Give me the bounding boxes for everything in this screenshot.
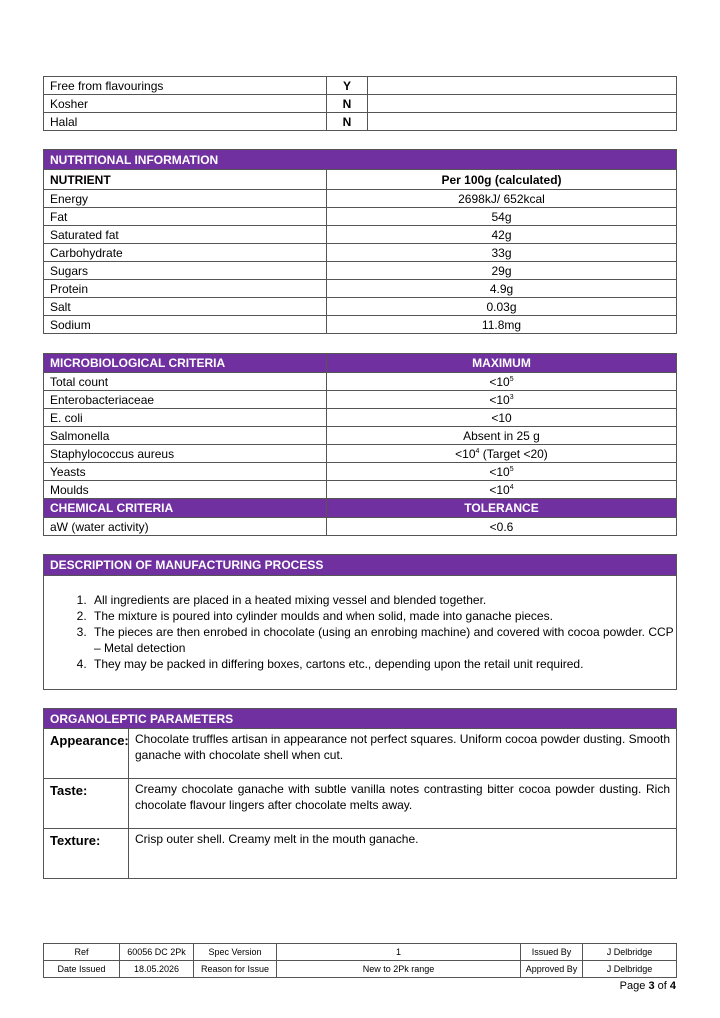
micro-row bbox=[44, 445, 677, 463]
flag-notes bbox=[368, 77, 677, 95]
nutrient-value: 2698kJ/ 652kcal bbox=[327, 190, 677, 208]
footer-cell: 60056 DC 2Pk bbox=[120, 944, 194, 961]
micro-name: E. coli bbox=[44, 409, 327, 427]
footer-cell: Issued By bbox=[521, 944, 583, 961]
nutrient-value: 11.8mg bbox=[327, 316, 677, 334]
organoleptic-text: Chocolate truffles artisan in appearance not perfect squares. Uniform cocoa powder dusting. Smooth ganache with chocolate shell when cut. bbox=[129, 729, 677, 779]
process-step: 4. They may be packed in differing boxes, cartons etc., depending upon the retail unit required. bbox=[90, 656, 676, 672]
micro-row bbox=[44, 391, 677, 409]
micro-row bbox=[44, 481, 677, 499]
micro-maximum-exponent: 5 bbox=[509, 465, 514, 473]
flag-label: Kosher bbox=[44, 95, 327, 113]
micro-maximum-base: <10 bbox=[455, 446, 476, 461]
micro-maximum bbox=[327, 481, 677, 499]
micro-maximum-exponent: 4 bbox=[509, 483, 514, 491]
flag-row bbox=[44, 77, 677, 95]
nutrient-value: 54g bbox=[327, 208, 677, 226]
micro-title: MICROBIOLOGICAL CRITERIA bbox=[44, 354, 327, 373]
footer-row bbox=[44, 961, 677, 978]
nutrient-row bbox=[44, 262, 677, 280]
nutrient-row bbox=[44, 226, 677, 244]
per100-column-header: Per 100g (calculated) bbox=[327, 170, 677, 190]
nutrient-value: 29g bbox=[327, 262, 677, 280]
micro-maximum bbox=[327, 409, 677, 427]
micro-name: Salmonella bbox=[44, 427, 327, 445]
process-steps bbox=[44, 592, 676, 672]
document-footer-table bbox=[43, 943, 677, 978]
organoleptic-label: Appearance: bbox=[44, 729, 129, 779]
process-step: 1. All ingredients are placed in a heated mixing vessel and blended together. bbox=[90, 592, 676, 608]
chemical-name: aW (water activity) bbox=[44, 518, 327, 536]
flag-value: Y bbox=[327, 77, 368, 95]
footer-cell: Date Issued bbox=[44, 961, 120, 978]
nutrient-value: 0.03g bbox=[327, 298, 677, 316]
micro-name: Total count bbox=[44, 373, 327, 391]
flag-value: N bbox=[327, 95, 368, 113]
footer-cell: Reason for Issue bbox=[194, 961, 277, 978]
micro-name: Staphylococcus aureus bbox=[44, 445, 327, 463]
chemical-row bbox=[44, 518, 677, 536]
micro-maximum-base: <10 bbox=[489, 392, 510, 407]
micro-maximum bbox=[327, 427, 677, 445]
chemical-header-row bbox=[44, 499, 677, 518]
footer-row bbox=[44, 944, 677, 961]
organoleptic-label: Taste: bbox=[44, 779, 129, 829]
footer-cell: New to 2Pk range bbox=[277, 961, 521, 978]
nutrient-row bbox=[44, 298, 677, 316]
nutrient-name: Energy bbox=[44, 190, 327, 208]
flag-row bbox=[44, 95, 677, 113]
micro-maximum-base: <10 bbox=[491, 410, 512, 425]
nutrient-name: Sugars bbox=[44, 262, 327, 280]
micro-maximum-exponent: 5 bbox=[509, 375, 514, 383]
flag-notes bbox=[368, 113, 677, 131]
microbiological-table bbox=[43, 353, 677, 536]
micro-maximum bbox=[327, 391, 677, 409]
micro-row bbox=[44, 373, 677, 391]
organoleptic-label: Texture: bbox=[44, 829, 129, 879]
flag-label: Halal bbox=[44, 113, 327, 131]
micro-maximum-base: Absent in 25 g bbox=[463, 428, 540, 443]
micro-maximum bbox=[327, 445, 677, 463]
micro-name: Moulds bbox=[44, 481, 327, 499]
organoleptic-text: Creamy chocolate ganache with subtle vanilla notes contrasting bitter cocoa powder dusting. Rich chocolate flavour lingers after chocolate melts away. bbox=[129, 779, 677, 829]
micro-row bbox=[44, 409, 677, 427]
micro-maximum-suffix: (Target <20) bbox=[479, 446, 548, 461]
organoleptic-text: Crisp outer shell. Creamy melt in the mouth ganache. bbox=[129, 829, 677, 879]
process-step: 3. The pieces are then enrobed in chocolate (using an enrobing machine) and covered with cocoa powder. CCP – Metal detection bbox=[90, 624, 676, 656]
micro-row bbox=[44, 463, 677, 481]
nutrient-value: 4.9g bbox=[327, 280, 677, 298]
footer-cell: Ref bbox=[44, 944, 120, 961]
chemical-tolerance: <0.6 bbox=[327, 518, 677, 536]
organoleptic-row bbox=[44, 829, 677, 879]
micro-name: Enterobacteriaceae bbox=[44, 391, 327, 409]
chemical-title: CHEMICAL CRITERIA bbox=[44, 499, 327, 518]
nutrient-value: 33g bbox=[327, 244, 677, 262]
flag-value: N bbox=[327, 113, 368, 131]
nutrition-table bbox=[43, 149, 677, 334]
flag-notes bbox=[368, 95, 677, 113]
micro-maximum-exponent: 3 bbox=[509, 393, 514, 401]
footer-cell: Approved By bbox=[521, 961, 583, 978]
micro-name: Yeasts bbox=[44, 463, 327, 481]
nutrient-name: Salt bbox=[44, 298, 327, 316]
nutrient-row bbox=[44, 280, 677, 298]
process-step: 2. The mixture is poured into cylinder moulds and when solid, made into ganache pieces. bbox=[90, 608, 676, 624]
page-number: Page 3 of 4 bbox=[619, 980, 676, 992]
nutrient-name: Fat bbox=[44, 208, 327, 226]
micro-maximum-base: <10 bbox=[489, 374, 510, 389]
nutrient-row bbox=[44, 316, 677, 334]
footer-cell: Spec Version bbox=[194, 944, 277, 961]
nutrient-row bbox=[44, 244, 677, 262]
micro-maximum-exponent: 4 bbox=[475, 447, 480, 455]
footer-cell: 1 bbox=[277, 944, 521, 961]
nutrient-name: Carbohydrate bbox=[44, 244, 327, 262]
micro-row bbox=[44, 427, 677, 445]
nutrient-row bbox=[44, 208, 677, 226]
nutrient-name: Saturated fat bbox=[44, 226, 327, 244]
nutrient-name: Protein bbox=[44, 280, 327, 298]
organoleptic-table bbox=[43, 708, 677, 879]
footer-cell: 18.05.2026 bbox=[120, 961, 194, 978]
dietary-flags-table bbox=[43, 76, 677, 131]
nutrient-value: 42g bbox=[327, 226, 677, 244]
organoleptic-row bbox=[44, 779, 677, 829]
micro-maximum bbox=[327, 463, 677, 481]
maximum-column-header: MAXIMUM bbox=[327, 354, 677, 373]
nutrient-row bbox=[44, 190, 677, 208]
nutrition-title: NUTRITIONAL INFORMATION bbox=[44, 150, 677, 170]
process-title: DESCRIPTION OF MANUFACTURING PROCESS bbox=[44, 555, 676, 576]
micro-maximum-base: <10 bbox=[489, 464, 510, 479]
organoleptic-title: ORGANOLEPTIC PARAMETERS bbox=[44, 709, 677, 729]
micro-maximum bbox=[327, 373, 677, 391]
footer-cell: J Delbridge bbox=[583, 944, 677, 961]
nutrient-name: Sodium bbox=[44, 316, 327, 334]
nutrient-column-header: NUTRIENT bbox=[44, 170, 327, 190]
tolerance-column-header: TOLERANCE bbox=[327, 499, 677, 518]
manufacturing-process-section bbox=[43, 554, 677, 690]
flag-row bbox=[44, 113, 677, 131]
micro-maximum-base: <10 bbox=[489, 482, 510, 497]
footer-cell: J Delbridge bbox=[583, 961, 677, 978]
organoleptic-row bbox=[44, 729, 677, 779]
flag-label: Free from flavourings bbox=[44, 77, 327, 95]
